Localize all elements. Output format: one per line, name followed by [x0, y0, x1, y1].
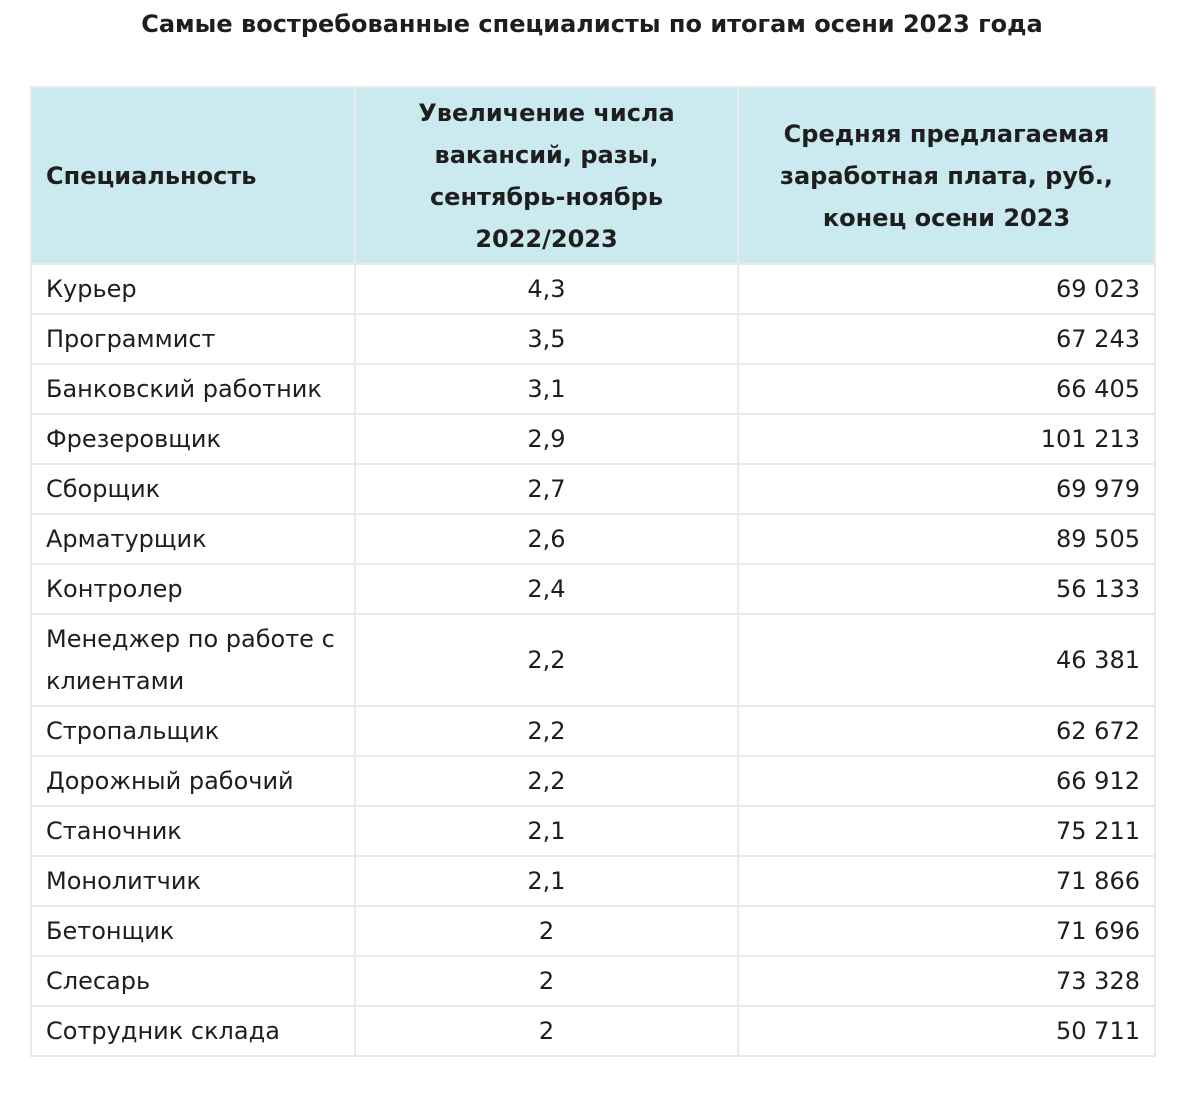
- table-row: [31, 856, 1155, 906]
- cell-salary: 101 213: [738, 414, 1155, 464]
- table-row: [31, 314, 1155, 364]
- cell-specialty: Сборщик: [31, 464, 355, 514]
- cell-growth: 2: [355, 1006, 738, 1056]
- cell-salary: 75 211: [738, 806, 1155, 856]
- table-row: [31, 806, 1155, 856]
- cell-specialty: Программист: [31, 314, 355, 364]
- cell-specialty: Монолитчик: [31, 856, 355, 906]
- cell-salary: 73 328: [738, 956, 1155, 1006]
- cell-specialty: Фрезеровщик: [31, 414, 355, 464]
- cell-growth: 2: [355, 956, 738, 1006]
- cell-growth: 4,3: [355, 264, 738, 314]
- cell-specialty: Станочник: [31, 806, 355, 856]
- header-vacancy-growth: Увеличение числа вакансий, разы, сентябрь-ноябрь 2022/2023: [355, 87, 738, 264]
- cell-growth: 2,1: [355, 806, 738, 856]
- cell-salary: 71 696: [738, 906, 1155, 956]
- cell-salary: 66 912: [738, 756, 1155, 806]
- cell-growth: 3,5: [355, 314, 738, 364]
- cell-growth: 2,7: [355, 464, 738, 514]
- table-row: [31, 614, 1155, 706]
- cell-salary: 62 672: [738, 706, 1155, 756]
- cell-specialty: Курьер: [31, 264, 355, 314]
- cell-growth: 2,6: [355, 514, 738, 564]
- page-title: Самые востребованные специалисты по итогам осени 2023 года: [141, 10, 1043, 38]
- cell-salary: 50 711: [738, 1006, 1155, 1056]
- table-row: [31, 756, 1155, 806]
- header-average-salary: Средняя предлагаемая заработная плата, руб., конец осени 2023: [738, 87, 1155, 264]
- table-row: [31, 706, 1155, 756]
- cell-salary: 71 866: [738, 856, 1155, 906]
- cell-growth: 2,2: [355, 614, 738, 706]
- header-specialty: Специальность: [31, 87, 355, 264]
- cell-salary: 56 133: [738, 564, 1155, 614]
- cell-salary: 46 381: [738, 614, 1155, 706]
- cell-specialty: Стропальщик: [31, 706, 355, 756]
- cell-specialty: Бетонщик: [31, 906, 355, 956]
- table-row: [31, 414, 1155, 464]
- table-row: [31, 264, 1155, 314]
- table-header: [31, 87, 1155, 264]
- cell-salary: 67 243: [738, 314, 1155, 364]
- cell-salary: 66 405: [738, 364, 1155, 414]
- table-row: [31, 564, 1155, 614]
- cell-growth: 2,4: [355, 564, 738, 614]
- cell-specialty: Сотрудник склада: [31, 1006, 355, 1056]
- cell-specialty: Слесарь: [31, 956, 355, 1006]
- table-row: [31, 956, 1155, 1006]
- cell-salary: 69 979: [738, 464, 1155, 514]
- table-row: [31, 464, 1155, 514]
- cell-salary: 89 505: [738, 514, 1155, 564]
- table-row: [31, 364, 1155, 414]
- specialists-table: [30, 86, 1156, 1057]
- cell-specialty: Дорожный рабочий: [31, 756, 355, 806]
- table-row: [31, 906, 1155, 956]
- cell-salary: 69 023: [738, 264, 1155, 314]
- cell-growth: 2,2: [355, 706, 738, 756]
- cell-growth: 2,2: [355, 756, 738, 806]
- cell-specialty: Контролер: [31, 564, 355, 614]
- header-row: [31, 87, 1155, 264]
- cell-growth: 2,1: [355, 856, 738, 906]
- cell-specialty: Менеджер по работе с клиентами: [31, 614, 355, 706]
- cell-specialty: Банковский работник: [31, 364, 355, 414]
- table-row: [31, 514, 1155, 564]
- cell-growth: 2,9: [355, 414, 738, 464]
- cell-growth: 3,1: [355, 364, 738, 414]
- cell-specialty: Арматурщик: [31, 514, 355, 564]
- table-row: [31, 1006, 1155, 1056]
- cell-growth: 2: [355, 906, 738, 956]
